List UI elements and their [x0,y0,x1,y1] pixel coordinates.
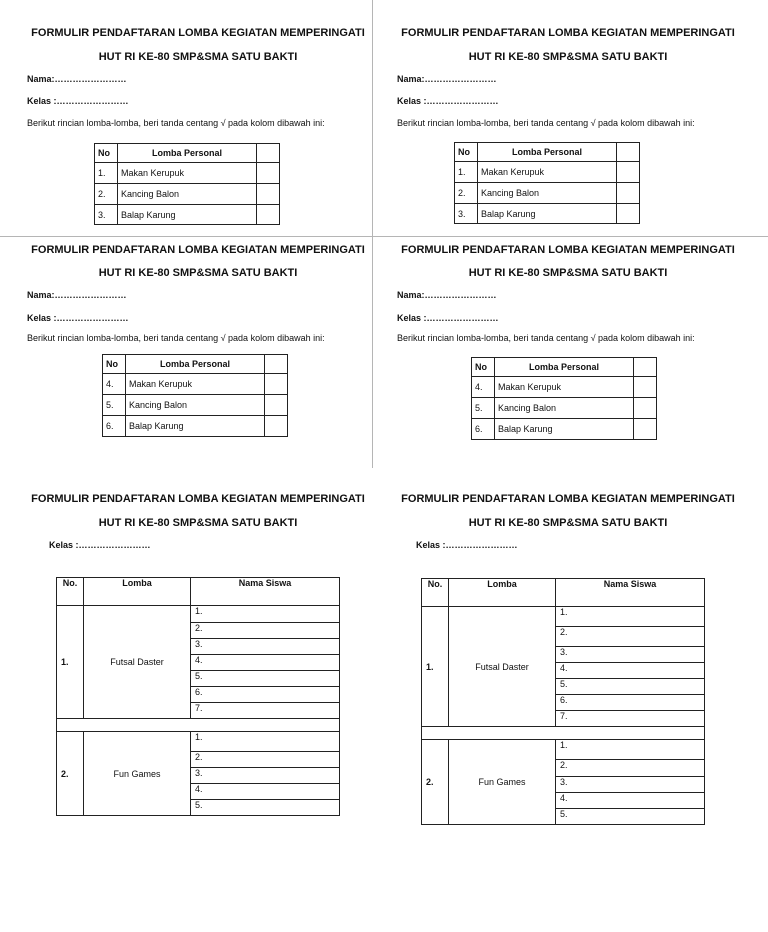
table-row [472,398,657,419]
student-slot[interactable]: 1. [556,740,705,760]
lomba-personal-table [454,142,640,224]
row-no: 3. [455,204,478,224]
checkbox-header [617,143,640,162]
instruction-text: Berikut rincian lomba-lomba, beri tanda centang √ pada kolom dibawah ini: [397,333,695,343]
student-slot[interactable]: 2. [556,627,705,647]
row-no: 1. [95,163,118,184]
lomba-personal-table [471,357,657,440]
event-name: Futsal Daster [84,606,191,719]
form-title-line1: FORMULIR PENDAFTARAN LOMBA KEGIATAN MEMPERINGATI [31,244,365,256]
check-box[interactable] [265,416,288,437]
form-title-line2: HUT RI KE-80 SMP&SMA SATU BAKTI [98,51,298,63]
nama-field[interactable]: Nama:…………………… [397,74,497,84]
table-row [103,395,288,416]
table-row [455,162,640,183]
student-slot[interactable]: 5. [556,679,705,695]
row-lomba: Kancing Balon [126,395,265,416]
form-title-line2: HUT RI KE-80 SMP&SMA SATU BAKTI [468,51,668,63]
header-nama-siswa: Nama Siswa [556,579,705,607]
kelas-field[interactable]: Kelas :…………………… [27,313,129,323]
kelas-field[interactable]: Kelas :…………………… [27,96,129,106]
team-form-title-line1: FORMULIR PENDAFTARAN LOMBA KEGIATAN MEMPERINGATI [401,493,735,505]
form-title-line2: HUT RI KE-80 SMP&SMA SATU BAKTI [98,267,298,279]
check-box[interactable] [257,163,280,184]
row-no: 6. [472,419,495,440]
spacer-row [57,719,340,732]
form-title-line1: FORMULIR PENDAFTARAN LOMBA KEGIATAN MEMPERINGATI [401,244,735,256]
table-row [455,183,640,204]
team-form-title-line2: HUT RI KE-80 SMP&SMA SATU BAKTI [98,517,298,529]
check-box[interactable] [257,184,280,205]
truncated-table-wrap [102,354,292,438]
check-box[interactable] [634,398,657,419]
student-slot[interactable]: 3. [191,639,340,655]
event-no: 1. [57,606,84,719]
row-lomba: Kancing Balon [478,183,617,204]
lomba-personal-table [102,354,288,437]
form-block-top-left [8,0,388,236]
header-no: No [472,358,495,377]
header-lomba: Lomba Personal [126,355,265,374]
student-slot[interactable]: 3. [556,777,705,793]
student-slot[interactable]: 2. [191,752,340,768]
row-no: 2. [95,184,118,205]
header-no: No. [422,579,449,607]
student-slot[interactable]: 4. [556,663,705,679]
student-slot[interactable]: 1. [556,607,705,627]
student-slot[interactable]: 2. [191,623,340,639]
student-slot[interactable]: 5. [191,800,340,816]
row-lomba: Balap Karung [126,416,265,437]
student-slot[interactable]: 2. [556,760,705,777]
form-block-middle-right [378,237,758,457]
student-slot[interactable]: 4. [556,793,705,809]
checkbox-header [257,144,280,163]
row-lomba: Makan Kerupuk [478,162,617,183]
student-slot[interactable]: 7. [191,703,340,719]
header-lomba: Lomba Personal [495,358,634,377]
spacer-row [422,727,705,740]
table-row [455,204,640,224]
table-row [472,377,657,398]
form-block-middle-left [8,237,388,457]
nama-field[interactable]: Nama:…………………… [397,290,497,300]
table-row [95,205,280,225]
student-slot[interactable]: 5. [556,809,705,825]
checkbox-header [265,355,288,374]
check-box[interactable] [617,204,640,224]
table-row [95,184,280,205]
nama-field[interactable]: Nama:…………………… [27,74,127,84]
table-row [472,419,657,440]
kelas-field[interactable]: Kelas :…………………… [49,540,151,550]
table-row [95,163,280,184]
truncated-table-wrap [471,357,661,441]
student-slot[interactable]: 1. [191,732,340,752]
team-lomba-table [421,578,705,825]
row-no: 4. [103,374,126,395]
event-name: Fun Games [84,732,191,816]
check-box[interactable] [617,162,640,183]
row-lomba: Kancing Balon [495,398,634,419]
header-no: No [95,144,118,163]
instruction-text: Berikut rincian lomba-lomba, beri tanda centang √ pada kolom dibawah ini: [397,118,695,128]
event-name: Fun Games [449,740,556,825]
row-lomba: Makan Kerupuk [118,163,257,184]
check-box[interactable] [617,183,640,204]
event-name: Futsal Daster [449,607,556,727]
row-lomba: Makan Kerupuk [126,374,265,395]
kelas-field[interactable]: Kelas :…………………… [416,540,518,550]
row-lomba: Makan Kerupuk [495,377,634,398]
event-no: 2. [422,740,449,825]
team-form-title-line1: FORMULIR PENDAFTARAN LOMBA KEGIATAN MEMPERINGATI [31,493,365,505]
header-no: No [103,355,126,374]
row-no: 5. [472,398,495,419]
check-box[interactable] [265,395,288,416]
table-row [103,416,288,437]
row-lomba: Balap Karung [118,205,257,225]
lomba-personal-table [94,143,280,225]
row-lomba: Balap Karung [478,204,617,224]
header-lomba: Lomba Personal [118,144,257,163]
row-lomba: Kancing Balon [118,184,257,205]
student-slot[interactable]: 1. [191,606,340,623]
kelas-field[interactable]: Kelas :…………………… [397,313,499,323]
check-box[interactable] [634,419,657,440]
form-block-top-right [378,0,758,236]
header-lomba: Lomba [84,578,191,606]
header-no: No. [57,578,84,606]
event-no: 2. [57,732,84,816]
header-lomba: Lomba Personal [478,143,617,162]
row-no: 4. [472,377,495,398]
student-slot[interactable]: 3. [556,647,705,663]
row-lomba: Balap Karung [495,419,634,440]
row-no: 1. [455,162,478,183]
check-box[interactable] [265,374,288,395]
student-slot[interactable]: 6. [556,695,705,711]
check-box[interactable] [634,377,657,398]
event-no: 1. [422,607,449,727]
checkbox-header [634,358,657,377]
student-slot[interactable]: 5. [191,671,340,687]
form-title-line1: FORMULIR PENDAFTARAN LOMBA KEGIATAN MEMPERINGATI [401,27,735,39]
student-slot[interactable]: 7. [556,711,705,727]
nama-field[interactable]: Nama:…………………… [27,290,127,300]
form-title-line2: HUT RI KE-80 SMP&SMA SATU BAKTI [468,267,668,279]
team-form-title-line2: HUT RI KE-80 SMP&SMA SATU BAKTI [468,517,668,529]
table-row [103,374,288,395]
team-lomba-table [56,577,340,816]
student-slot[interactable]: 4. [191,655,340,671]
row-no: 2. [455,183,478,204]
student-slot[interactable]: 6. [191,687,340,703]
student-slot[interactable]: 4. [191,784,340,800]
row-no: 5. [103,395,126,416]
student-slot[interactable]: 3. [191,768,340,784]
form-title-line1: FORMULIR PENDAFTARAN LOMBA KEGIATAN MEMPERINGATI [31,27,365,39]
team-form-left [8,480,388,840]
header-no: No [455,143,478,162]
header-lomba: Lomba [449,579,556,607]
team-form-right [378,480,758,840]
instruction-text: Berikut rincian lomba-lomba, beri tanda centang √ pada kolom dibawah ini: [27,118,325,128]
row-no: 3. [95,205,118,225]
instruction-text: Berikut rincian lomba-lomba, beri tanda centang √ pada kolom dibawah ini: [27,333,325,343]
kelas-field[interactable]: Kelas :…………………… [397,96,499,106]
header-nama-siswa: Nama Siswa [191,578,340,606]
row-no: 6. [103,416,126,437]
check-box[interactable] [257,205,280,225]
